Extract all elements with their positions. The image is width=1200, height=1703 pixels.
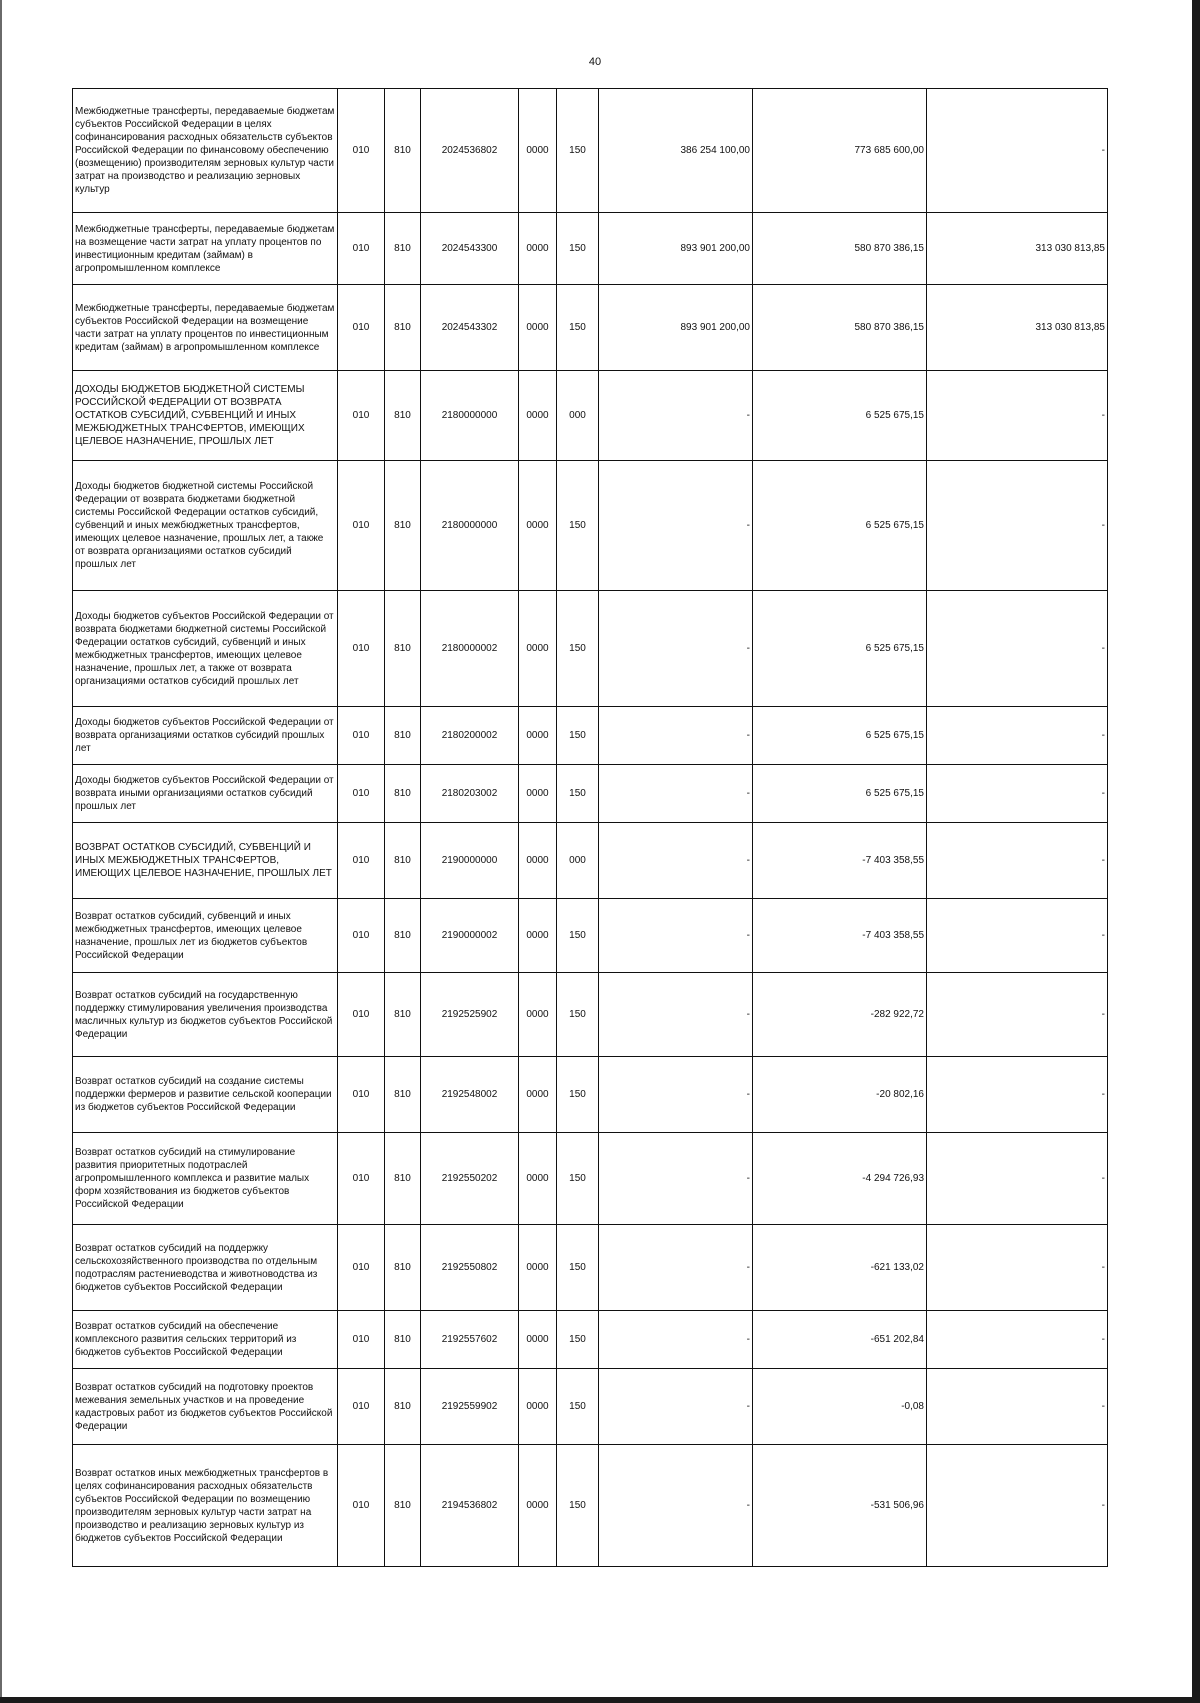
table-row: [73, 213, 1108, 285]
row-name: Возврат остатков субсидий на подготовку проектов межевания земельных участков и на проведение кадастровых работ из бюджетов субъектов Российской Федерации: [73, 1369, 338, 1445]
scan-edge-bottom: [0, 1697, 1200, 1703]
code-program: 0000: [519, 591, 557, 707]
value-plan: -: [599, 371, 753, 461]
scan-edge-left: [0, 0, 2, 1703]
code-program: 0000: [519, 899, 557, 973]
code-program: 0000: [519, 973, 557, 1057]
row-name: Доходы бюджетов субъектов Российской Федерации от возврата иными организациями остатков субсидий прошлых лет: [73, 765, 338, 823]
value-unexecuted: -: [927, 1057, 1108, 1133]
code-kosgu: 150: [557, 591, 599, 707]
code-income: 2180200002: [421, 707, 519, 765]
code-kosgu: 150: [557, 765, 599, 823]
page-number: 40: [588, 56, 602, 68]
code-program: 0000: [519, 1369, 557, 1445]
code-kosgu: 150: [557, 899, 599, 973]
code-glava: 810: [385, 765, 421, 823]
value-unexecuted: -: [927, 765, 1108, 823]
value-plan: -: [599, 1133, 753, 1225]
code-admin: 010: [338, 973, 385, 1057]
code-program: 0000: [519, 285, 557, 371]
code-program: 0000: [519, 823, 557, 899]
value-unexecuted: -: [927, 899, 1108, 973]
code-glava: 810: [385, 213, 421, 285]
code-income: 2190000000: [421, 823, 519, 899]
code-admin: 010: [338, 1311, 385, 1369]
code-income: 2194536802: [421, 1445, 519, 1567]
value-plan: -: [599, 707, 753, 765]
table-body: [73, 89, 1108, 1567]
code-admin: 010: [338, 1057, 385, 1133]
value-executed: 6 525 675,15: [753, 461, 927, 591]
code-glava: 810: [385, 707, 421, 765]
row-name: Возврат остатков субсидий на создание системы поддержки фермеров и развитие сельской кооперации из бюджетов субъектов Российской Федерации: [73, 1057, 338, 1133]
scan-edge-right: [1192, 0, 1200, 1703]
code-kosgu: 150: [557, 1311, 599, 1369]
table-row: [73, 1057, 1108, 1133]
value-unexecuted: -: [927, 591, 1108, 707]
value-unexecuted: -: [927, 371, 1108, 461]
value-plan: 893 901 200,00: [599, 285, 753, 371]
row-name: Доходы бюджетов бюджетной системы Российской Федерации от возврата бюджетами бюджетной системы Российской Федерации остатков субсидий, субвенций и иных межбюджетных трансфертов, имеющих целевое назначение, прошлых лет, а также от возврата организациями остатков субсидий прошлых лет: [73, 461, 338, 591]
code-kosgu: 150: [557, 1057, 599, 1133]
code-glava: 810: [385, 973, 421, 1057]
code-glava: 810: [385, 285, 421, 371]
value-executed: 580 870 386,15: [753, 213, 927, 285]
code-admin: 010: [338, 1225, 385, 1311]
code-kosgu: 150: [557, 1445, 599, 1567]
value-executed: -0,08: [753, 1369, 927, 1445]
code-kosgu: 150: [557, 213, 599, 285]
value-plan: -: [599, 1225, 753, 1311]
code-income: 2024543302: [421, 285, 519, 371]
code-glava: 810: [385, 1311, 421, 1369]
value-executed: -282 922,72: [753, 973, 927, 1057]
value-executed: 6 525 675,15: [753, 591, 927, 707]
code-income: 2180000000: [421, 461, 519, 591]
code-admin: 010: [338, 89, 385, 213]
row-name: Возврат остатков субсидий, субвенций и иных межбюджетных трансфертов, имеющих целевое назначение, прошлых лет из бюджетов субъектов Российской Федерации: [73, 899, 338, 973]
value-executed: -621 133,02: [753, 1225, 927, 1311]
code-income: 2190000002: [421, 899, 519, 973]
code-glava: 810: [385, 1057, 421, 1133]
value-executed: -531 506,96: [753, 1445, 927, 1567]
row-name: Доходы бюджетов субъектов Российской Федерации от возврата организациями остатков субсидий прошлых лет: [73, 707, 338, 765]
table-row: [73, 1369, 1108, 1445]
value-unexecuted: -: [927, 89, 1108, 213]
value-executed: -7 403 358,55: [753, 823, 927, 899]
value-unexecuted: -: [927, 1369, 1108, 1445]
code-income: 2192550202: [421, 1133, 519, 1225]
value-plan: -: [599, 765, 753, 823]
value-unexecuted: -: [927, 461, 1108, 591]
code-glava: 810: [385, 461, 421, 591]
code-admin: 010: [338, 285, 385, 371]
code-program: 0000: [519, 707, 557, 765]
budget-table: [72, 88, 1108, 1567]
code-income: 2192525902: [421, 973, 519, 1057]
row-name: Межбюджетные трансферты, передаваемые бюджетам субъектов Российской Федерации в целях софинансирования расходных обязательств субъектов Российской Федерации по финансовому обеспечению (возмещению) производителям зерновых культур части затрат на производство и реализацию зерновых культур: [73, 89, 338, 213]
table-row: [73, 707, 1108, 765]
table-row: [73, 1133, 1108, 1225]
code-glava: 810: [385, 1445, 421, 1567]
value-executed: -651 202,84: [753, 1311, 927, 1369]
code-program: 0000: [519, 1311, 557, 1369]
code-program: 0000: [519, 1225, 557, 1311]
code-glava: 810: [385, 371, 421, 461]
row-name: Межбюджетные трансферты, передаваемые бюджетам на возмещение части затрат на уплату процентов по инвестиционным кредитам (займам) в агропромышленном комплексе: [73, 213, 338, 285]
value-plan: -: [599, 1057, 753, 1133]
code-kosgu: 150: [557, 707, 599, 765]
code-program: 0000: [519, 1057, 557, 1133]
value-plan: 386 254 100,00: [599, 89, 753, 213]
code-income: 2192559902: [421, 1369, 519, 1445]
code-admin: 010: [338, 213, 385, 285]
table-row: [73, 899, 1108, 973]
value-executed: -4 294 726,93: [753, 1133, 927, 1225]
code-kosgu: 150: [557, 285, 599, 371]
table-row: [73, 1445, 1108, 1567]
table-row: [73, 765, 1108, 823]
value-executed: -20 802,16: [753, 1057, 927, 1133]
value-plan: -: [599, 899, 753, 973]
code-kosgu: 150: [557, 1133, 599, 1225]
code-kosgu: 000: [557, 823, 599, 899]
table-row: [73, 371, 1108, 461]
table-row: [73, 1311, 1108, 1369]
code-glava: 810: [385, 1133, 421, 1225]
code-admin: 010: [338, 765, 385, 823]
code-glava: 810: [385, 823, 421, 899]
code-admin: 010: [338, 1445, 385, 1567]
value-plan: -: [599, 591, 753, 707]
code-kosgu: 150: [557, 1225, 599, 1311]
code-glava: 810: [385, 1369, 421, 1445]
value-unexecuted: -: [927, 1445, 1108, 1567]
code-income: 2192550802: [421, 1225, 519, 1311]
value-unexecuted: -: [927, 1225, 1108, 1311]
row-name: Возврат остатков субсидий на стимулирование развития приоритетных подотраслей агропромышленного комплекса и развитие малых форм хозяйствования из бюджетов субъектов Российской Федерации: [73, 1133, 338, 1225]
row-name: Возврат остатков субсидий на поддержку сельскохозяйственного производства по отдельным подотраслям растениеводства и животноводства из бюджетов субъектов Российской Федерации: [73, 1225, 338, 1311]
code-income: 2192557602: [421, 1311, 519, 1369]
code-glava: 810: [385, 89, 421, 213]
value-plan: -: [599, 1369, 753, 1445]
code-kosgu: 000: [557, 371, 599, 461]
code-income: 2180203002: [421, 765, 519, 823]
code-income: 2180000002: [421, 591, 519, 707]
code-admin: 010: [338, 591, 385, 707]
value-executed: -7 403 358,55: [753, 899, 927, 973]
code-program: 0000: [519, 765, 557, 823]
row-name: Межбюджетные трансферты, передаваемые бюджетам субъектов Российской Федерации на возмещение части затрат на уплату процентов по инвестиционным кредитам (займам) в агропромышленном комплексе: [73, 285, 338, 371]
code-kosgu: 150: [557, 89, 599, 213]
code-kosgu: 150: [557, 1369, 599, 1445]
value-plan: -: [599, 1311, 753, 1369]
table-row: [73, 285, 1108, 371]
table-row: [73, 1225, 1108, 1311]
row-name: ДОХОДЫ БЮДЖЕТОВ БЮДЖЕТНОЙ СИСТЕМЫ РОССИЙСКОЙ ФЕДЕРАЦИИ ОТ ВОЗВРАТА ОСТАТКОВ СУБСИДИЙ, СУБВЕНЦИЙ И ИНЫХ МЕЖБЮДЖЕТНЫХ ТРАНСФЕРТОВ, ИМЕЮЩИХ ЦЕЛЕВОЕ НАЗНАЧЕНИЕ, ПРОШЛЫХ ЛЕТ: [73, 371, 338, 461]
code-admin: 010: [338, 1369, 385, 1445]
row-name: Возврат остатков субсидий на государственную поддержку стимулирования увеличения производства масличных культур из бюджетов субъектов Российской Федерации: [73, 973, 338, 1057]
code-program: 0000: [519, 371, 557, 461]
value-executed: 580 870 386,15: [753, 285, 927, 371]
row-name: Доходы бюджетов субъектов Российской Федерации от возврата бюджетами бюджетной системы Российской Федерации остатков субсидий, субвенций и иных межбюджетных трансфертов, имеющих целевое назначение, прошлых лет, а также от возврата организациями остатков субсидий прошлых лет: [73, 591, 338, 707]
value-unexecuted: 313 030 813,85: [927, 285, 1108, 371]
table-row: [73, 591, 1108, 707]
value-executed: 773 685 600,00: [753, 89, 927, 213]
value-unexecuted: -: [927, 707, 1108, 765]
value-unexecuted: -: [927, 1311, 1108, 1369]
code-admin: 010: [338, 899, 385, 973]
value-unexecuted: -: [927, 1133, 1108, 1225]
code-income: 2192548002: [421, 1057, 519, 1133]
code-program: 0000: [519, 1445, 557, 1567]
code-glava: 810: [385, 591, 421, 707]
value-plan: -: [599, 461, 753, 591]
code-glava: 810: [385, 1225, 421, 1311]
row-name: Возврат остатков субсидий на обеспечение комплексного развития сельских территорий из бюджетов субъектов Российской Федерации: [73, 1311, 338, 1369]
row-name: ВОЗВРАТ ОСТАТКОВ СУБСИДИЙ, СУБВЕНЦИЙ И ИНЫХ МЕЖБЮДЖЕТНЫХ ТРАНСФЕРТОВ, ИМЕЮЩИХ ЦЕЛЕВОЕ НАЗНАЧЕНИЕ, ПРОШЛЫХ ЛЕТ: [73, 823, 338, 899]
table-row: [73, 461, 1108, 591]
value-plan: -: [599, 823, 753, 899]
value-unexecuted: -: [927, 973, 1108, 1057]
code-admin: 010: [338, 461, 385, 591]
value-unexecuted: -: [927, 823, 1108, 899]
code-program: 0000: [519, 89, 557, 213]
code-admin: 010: [338, 823, 385, 899]
code-admin: 010: [338, 371, 385, 461]
value-executed: 6 525 675,15: [753, 371, 927, 461]
code-kosgu: 150: [557, 461, 599, 591]
value-executed: 6 525 675,15: [753, 707, 927, 765]
table-row: [73, 89, 1108, 213]
table-row: [73, 823, 1108, 899]
value-plan: -: [599, 973, 753, 1057]
row-name: Возврат остатков иных межбюджетных трансфертов в целях софинансирования расходных обязательств субъектов Российской Федерации по возмещению производителям зерновых культур части затрат на производство и реализацию зерновых культур из бюджетов субъектов Российской Федерации: [73, 1445, 338, 1567]
code-program: 0000: [519, 461, 557, 591]
value-plan: 893 901 200,00: [599, 213, 753, 285]
code-admin: 010: [338, 1133, 385, 1225]
value-plan: -: [599, 1445, 753, 1567]
code-glava: 810: [385, 899, 421, 973]
code-program: 0000: [519, 213, 557, 285]
value-unexecuted: 313 030 813,85: [927, 213, 1108, 285]
code-admin: 010: [338, 707, 385, 765]
code-income: 2180000000: [421, 371, 519, 461]
code-program: 0000: [519, 1133, 557, 1225]
code-income: 2024543300: [421, 213, 519, 285]
table-row: [73, 973, 1108, 1057]
value-executed: 6 525 675,15: [753, 765, 927, 823]
code-kosgu: 150: [557, 973, 599, 1057]
code-income: 2024536802: [421, 89, 519, 213]
